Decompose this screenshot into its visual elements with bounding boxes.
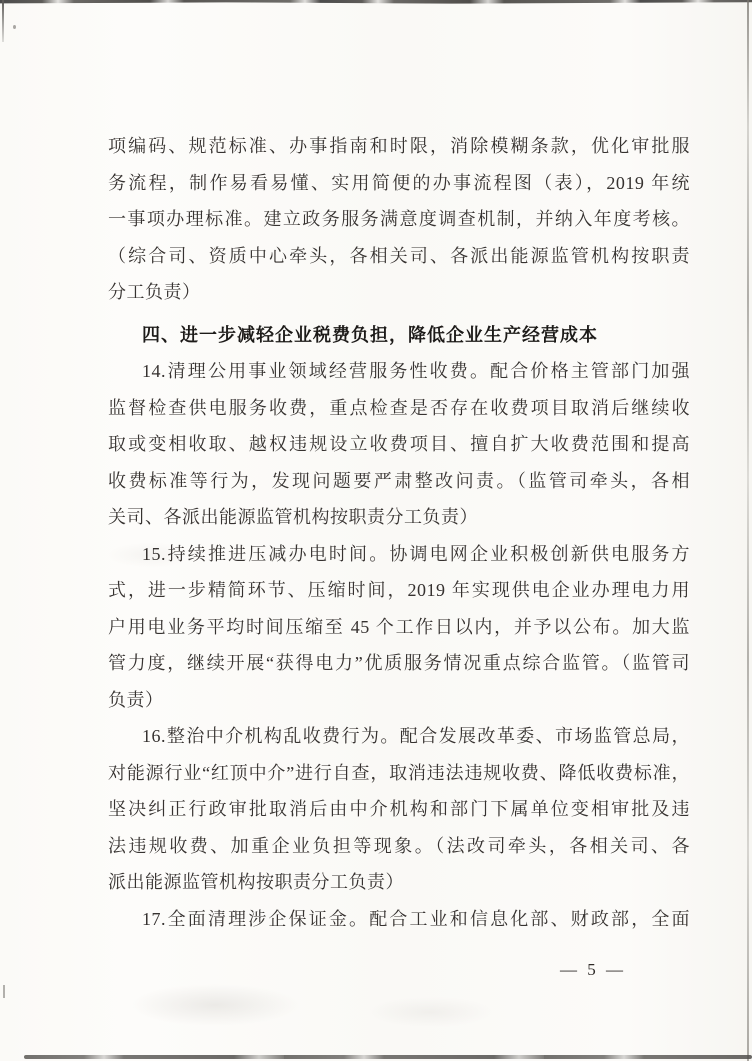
- text-line: 管力度，继续开展“获得电力”优质服务情况重点综合监管。（监管司: [108, 653, 690, 673]
- text-line: （综合司、资质中心牵头，各相关司、各派出能源监管机构按职责: [108, 245, 690, 266]
- text-line: 17.全面清理涉企保证金。配合工业和信息化部、财政部，全面: [142, 908, 690, 929]
- scan-artifact-left-bottom: [3, 985, 5, 998]
- text-line: 关司、各派出能源监管机构按职责分工负责）: [108, 507, 478, 527]
- text-line: 坚决纠正行政审批取消后由中介机构和部门下属单位变相审批及违: [108, 799, 690, 819]
- scan-artifact-left-top: [2, 0, 4, 42]
- scan-artifact-right-edge: [747, 0, 749, 1061]
- scan-artifact-speck: [13, 25, 16, 29]
- scan-artifact-top-edge: [0, 0, 752, 4]
- text-line: 项编码、规范标准、办事指南和时限，消除模糊条款，优化审批服: [108, 136, 690, 156]
- paragraph: [108, 128, 690, 311]
- text-line: 16.整治中介机构乱收费行为。配合发展改革委、市场监管总局，: [142, 726, 690, 746]
- text-line: 户用电业务平均时间压缩至 45 个工作日以内，并予以公布。加大监: [108, 616, 690, 637]
- paragraph: [108, 718, 690, 901]
- text-line: 对能源行业“红顶中介”进行自查，取消违法违规收费、降低收费标准，: [108, 762, 690, 783]
- section-heading: [108, 317, 690, 354]
- text-line: 收费标准等行为，发现问题要严肃整改问责。（监管司牵头，各相: [108, 470, 690, 491]
- heading-line: 四、进一步减轻企业税费负担，降低企业生产经营成本: [142, 324, 598, 345]
- paragraph: [108, 901, 690, 938]
- text-line: 一事项办理标准。建立政务服务满意度调查机制，并纳入年度考核。: [108, 209, 690, 229]
- text-line: 法违规收费、加重企业负担等现象。（法改司牵头，各相关司、各: [108, 835, 690, 856]
- text-line: 14.清理公用事业领域经营服务性收费。配合价格主管部门加强: [142, 361, 690, 381]
- paragraph: [108, 536, 690, 719]
- text-line: 取或变相收取、越权违规设立收费项目、擅自扩大收费范围和提高: [108, 434, 690, 454]
- page-number: — 5 —: [560, 960, 626, 979]
- text-line: 负责）: [108, 689, 164, 710]
- text-line: 15.持续推进压减办电时间。协调电网企业积极创新供电服务方: [142, 543, 690, 564]
- text-line: 式，进一步精简环节、压缩时间，2019 年实现供电企业办理电力用: [108, 580, 690, 600]
- paragraph: [108, 353, 690, 536]
- scan-artifact-bottom-edge: [24, 1055, 752, 1059]
- text-line: 务流程，制作易看易懂、实用简便的办事流程图（表），2019 年统: [108, 172, 690, 193]
- text-line: 派出能源监管机构按职责分工负责）: [108, 872, 404, 892]
- text-line: 监督检查供电服务收费，重点检查是否存在收费项目取消后继续收: [108, 397, 690, 418]
- text-line: 分工负责）: [108, 282, 201, 302]
- document-body: [108, 128, 690, 937]
